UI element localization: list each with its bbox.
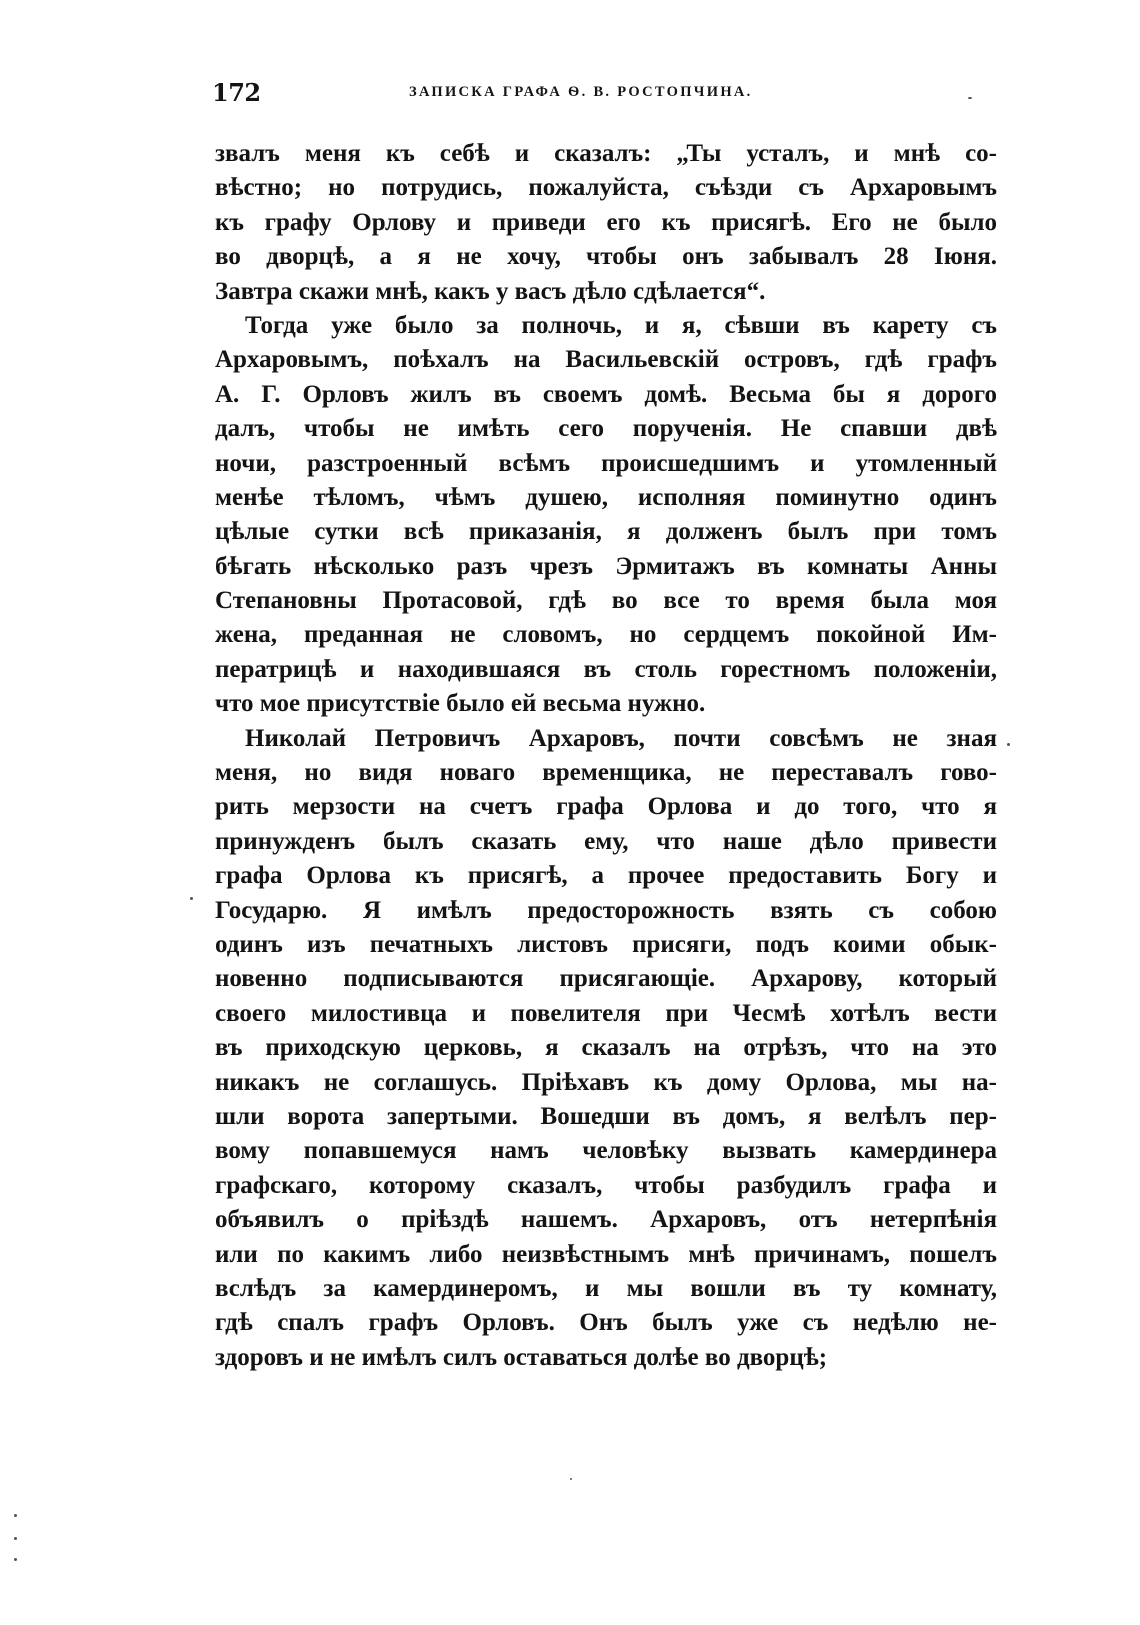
text-line: во дворцѣ, а я не хочу, чтобы онъ забывалъ 28 Іюня. [215,243,997,271]
text-line: далъ, чтобы не имѣть сего порученія. Не спавши двѣ [215,415,997,443]
text-line: или по какимъ либо неизвѣстнымъ мнѣ причинамъ, пошелъ [215,1240,997,1268]
text-line: жена, преданная не словомъ, но сердцемъ покойной Им- [215,621,997,649]
scan-speck [14,1537,17,1540]
scan-speck [14,1558,17,1561]
text-line: объявилъ о пріѣздѣ нашемъ. Архаровъ, отъ нетерпѣнія [215,1206,997,1234]
text-line: что мое присутствіе было ей весьма нужно. [215,690,706,718]
text-line: рить мерзости на счетъ графа Орлова и до того, что я [215,793,997,821]
text-line: къ графу Орлову и приведи его къ присягѣ. Его не было [215,208,997,236]
text-line: вслѣдъ за камердинеромъ, и мы вошли въ ту комнату, [215,1274,997,1302]
text-line: Николай Петровичъ Архаровъ, почти совсѣмъ не зная [245,724,997,752]
text-line: здоровъ и не имѣлъ силъ оставаться долѣе во дворцѣ; [215,1343,828,1371]
text-line: Государю. Я имѣлъ предосторожность взять съ собою [215,896,997,924]
text-line: менѣе тѣломъ, чѣмъ душею, исполняя поминутно одинъ [215,483,997,511]
running-title: ЗАПИСКА ГРАФА Ѳ. В. РОСТОПЧИНА. [409,84,753,100]
text-line: цѣлые сутки всѣ приказанія, я долженъ былъ при томъ [215,518,997,546]
text-line: Завтра скажи мнѣ, какъ у васъ дѣло сдѣлается“. [215,277,766,305]
text-line: меня, но видя новаго временщика, не переставалъ гово- [215,759,997,787]
text-line: гдѣ спалъ графъ Орловъ. Онъ былъ уже съ недѣлю не- [215,1309,997,1337]
text-line: принужденъ былъ сказать ему, что наше дѣло привести [215,827,997,855]
text-line: своего милостивца и повелителя при Чесмѣ хотѣлъ вести [215,999,997,1027]
text-line: шли ворота запертыми. Вошедши въ домъ, я велѣлъ пер- [215,1102,997,1130]
running-head [212,76,1002,116]
text-line: вѣстно; но потрудись, пожалуйста, съѣзди съ Архаровымъ [215,174,997,202]
text-line: никакъ не соглашусь. Пріѣхавъ къ дому Орлова, мы на- [215,1068,997,1096]
text-line: Степановны Протасовой, гдѣ во все то время была моя [215,587,997,615]
paragraph [215,309,997,722]
paragraph [215,722,997,1375]
scan-speck [968,97,972,99]
text-line: графа Орлова къ присягѣ, а прочее предоставить Богу и [215,862,997,890]
scan-speck [570,1478,572,1480]
scan-speck [14,1514,17,1517]
text-line: ператрицѣ и находившаяся въ столь горестномъ положеніи, [215,655,997,683]
text-line: звалъ меня къ себѣ и сказалъ: „Ты усталъ, и мнѣ со- [215,140,997,167]
text-line: Архаровымъ, поѣхалъ на Васильевскій островъ, гдѣ графъ [215,346,997,374]
text-line: новенно подписываются присягающіе. Архарову, который [215,965,997,993]
scan-speck [1007,743,1010,746]
text-line: Тогда уже было за полночь, и я, сѣвши въ карету съ [245,311,997,339]
text-line: бѣгать нѣсколько разъ чрезъ Эрмитажъ въ комнаты Анны [215,552,997,580]
text-line: А. Г. Орловъ жилъ въ своемъ домѣ. Весьма бы я дорого [215,380,997,408]
text-line: одинъ изъ печатныхъ листовъ присяги, подъ коими обык- [215,930,997,958]
text-line: вому попавшемуся намъ человѣку вызвать камердинера [215,1137,997,1165]
page-number: 172 [212,78,261,107]
text-line: ночи, разстроенный всѣмъ происшедшимъ и утомленный [215,449,997,477]
body-text [215,137,997,1375]
text-line: графскаго, которому сказалъ, чтобы разбудилъ графа и [215,1171,997,1199]
paragraph [215,137,997,309]
scan-speck [190,897,193,900]
text-line: въ приходскую церковь, я сказалъ на отрѣзъ, что на это [215,1034,997,1062]
